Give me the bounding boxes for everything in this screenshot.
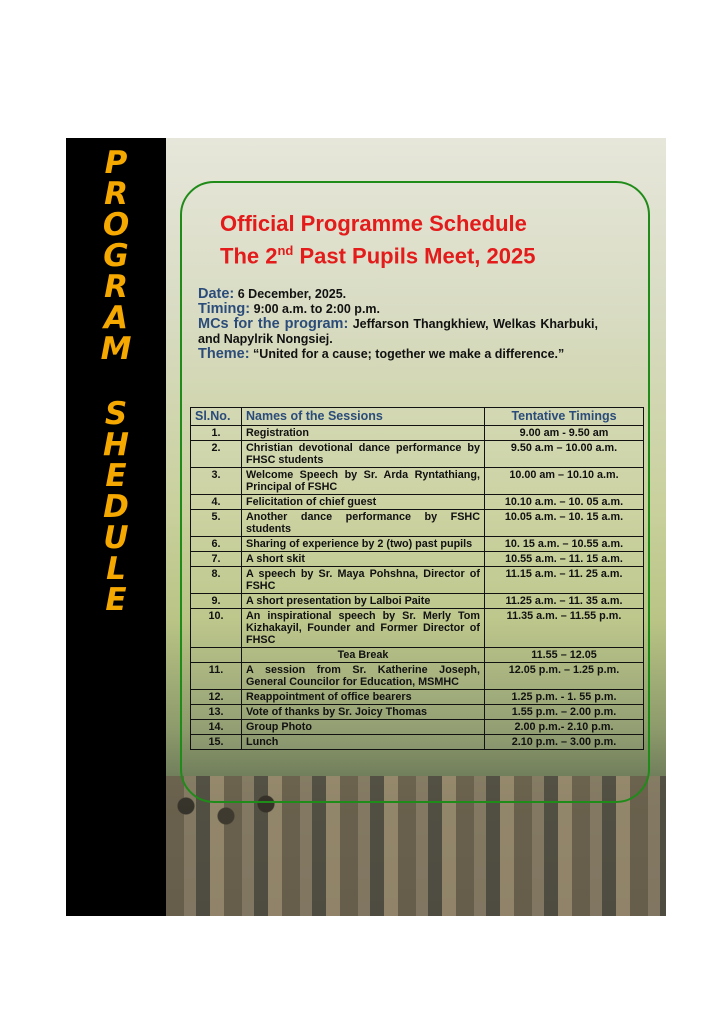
session-time: 1.25 p.m. - 1. 55 p.m. [485,690,644,705]
sidebar-vertical-title [66,145,166,828]
session-time: 10.55 a.m. – 11. 15 a.m. [485,552,644,567]
title-line-2-pre: The 2 [220,243,278,269]
title-line-2 [220,237,640,269]
sidebar-letter: U [103,520,129,556]
table-row [191,594,644,609]
sidebar-letter: S [104,396,128,432]
title-line-1: Official Programme Schedule [220,211,527,236]
title-ordinal-suffix: nd [277,243,294,258]
row-number: 15. [191,735,242,750]
date-value: 6 December, 2025. [234,287,347,301]
session-name: Christian devotional dance performance by FHSC students [242,441,485,468]
row-number: 5. [191,510,242,537]
event-info [198,287,598,362]
session-name: A short presentation by Lalboi Paite [242,594,485,609]
sidebar-letter: G [103,238,129,274]
timing-value: 9:00 a.m. to 2:00 p.m. [250,302,381,316]
session-time: 9.00 am - 9.50 am [485,426,644,441]
mcs-line [198,317,598,347]
header-session-name: Names of the Sessions [242,408,485,426]
session-time: 11.55 – 12.05 [485,648,644,663]
date-line [198,287,598,302]
row-number: 14. [191,720,242,735]
sidebar-letter: M [100,331,132,367]
sidebar-letter: P [104,145,128,181]
row-number: 1. [191,426,242,441]
session-name: Reappointment of office bearers [242,690,485,705]
table-row [191,663,644,690]
row-number: 6. [191,537,242,552]
sidebar-letter: O [102,207,130,243]
table-row [191,705,644,720]
sidebar-letter: E [105,582,127,618]
table-row [191,426,644,441]
table-row [191,468,644,495]
theme-value: “United for a cause; together we make a difference.” [249,347,565,361]
header-sl-no: Sl.No. [191,408,242,426]
session-time: 10. 15 a.m. – 10.55 a.m. [485,537,644,552]
sidebar-letter: R [104,269,128,305]
row-number: 13. [191,705,242,720]
mcs-value: Jeffarson Thangkhiew, Welkas Kharbuki, and Napylrik Nongsiej. [198,317,598,346]
session-name: Another dance performance by FSHC students [242,510,485,537]
sidebar-letter: L [106,551,126,587]
theme-label: Theme: [198,346,250,362]
session-name: Vote of thanks by Sr. Joicy Thomas [242,705,485,720]
session-time: 2.10 p.m. – 3.00 p.m. [485,735,644,750]
session-name: An inspirational speech by Sr. Merly Tom Kizhakayil, Founder and Former Director of FHSC [242,609,485,648]
sidebar-banner [66,138,166,916]
session-name: Sharing of experience by 2 (two) past pupils [242,537,485,552]
session-name: A session from Sr. Katherine Joseph, General Councilor for Education, MSMHC [242,663,485,690]
sidebar-letter: H [103,427,129,463]
session-time: 9.50 a.m – 10.00 a.m. [485,441,644,468]
session-time: 11.15 a.m. – 11. 25 a.m. [485,567,644,594]
table-header-row [191,408,644,426]
mcs-label: MCs for the program: [198,316,349,332]
sidebar-letter: A [104,300,128,336]
session-name: Lunch [242,735,485,750]
table-row [191,720,644,735]
row-number: 3. [191,468,242,495]
table-row [191,735,644,750]
session-time: 11.35 a.m. – 11.55 p.m. [485,609,644,648]
schedule-table [190,407,644,750]
row-number: 7. [191,552,242,567]
sidebar-letter: D [103,489,129,525]
page-title [220,210,640,269]
session-name: Tea Break [242,648,485,663]
timing-line [198,302,598,317]
session-time: 10.00 am – 10.10 a.m. [485,468,644,495]
theme-line [198,347,598,362]
session-name: Felicitation of chief guest [242,495,485,510]
row-number: 12. [191,690,242,705]
table-row [191,567,644,594]
row-number: 9. [191,594,242,609]
row-number: 4. [191,495,242,510]
table-row [191,510,644,537]
timing-label: Timing: [198,301,251,317]
date-label: Date: [198,286,235,302]
sidebar-letter: R [104,176,128,212]
row-number: 11. [191,663,242,690]
table-row [191,441,644,468]
session-time: 1.55 p.m. – 2.00 p.m. [485,705,644,720]
sidebar-letter: E [105,458,127,494]
table-row [191,609,644,648]
session-time: 11.25 a.m. – 11. 35 a.m. [485,594,644,609]
session-name: A short skit [242,552,485,567]
session-name: A speech by Sr. Maya Pohshna, Director of FSHC [242,567,485,594]
table-row [191,648,644,663]
table-row [191,690,644,705]
session-time: 12.05 p.m. – 1.25 p.m. [485,663,644,690]
session-time: 2.00 p.m.- 2.10 p.m. [485,720,644,735]
row-number: 10. [191,609,242,648]
row-number: 2. [191,441,242,468]
row-number: 8. [191,567,242,594]
table-row [191,552,644,567]
table-row [191,537,644,552]
session-name: Registration [242,426,485,441]
session-time: 10.05 a.m. – 10. 15 a.m. [485,510,644,537]
session-name: Group Photo [242,720,485,735]
title-line-2-post: Past Pupils Meet, 2025 [293,243,536,269]
table-row [191,495,644,510]
session-name: Welcome Speech by Sr. Arda Ryntathiang, Principal of FSHC [242,468,485,495]
session-time: 10.10 a.m. – 10. 05 a.m. [485,495,644,510]
header-timings: Tentative Timings [485,408,644,426]
row-number [191,648,242,663]
